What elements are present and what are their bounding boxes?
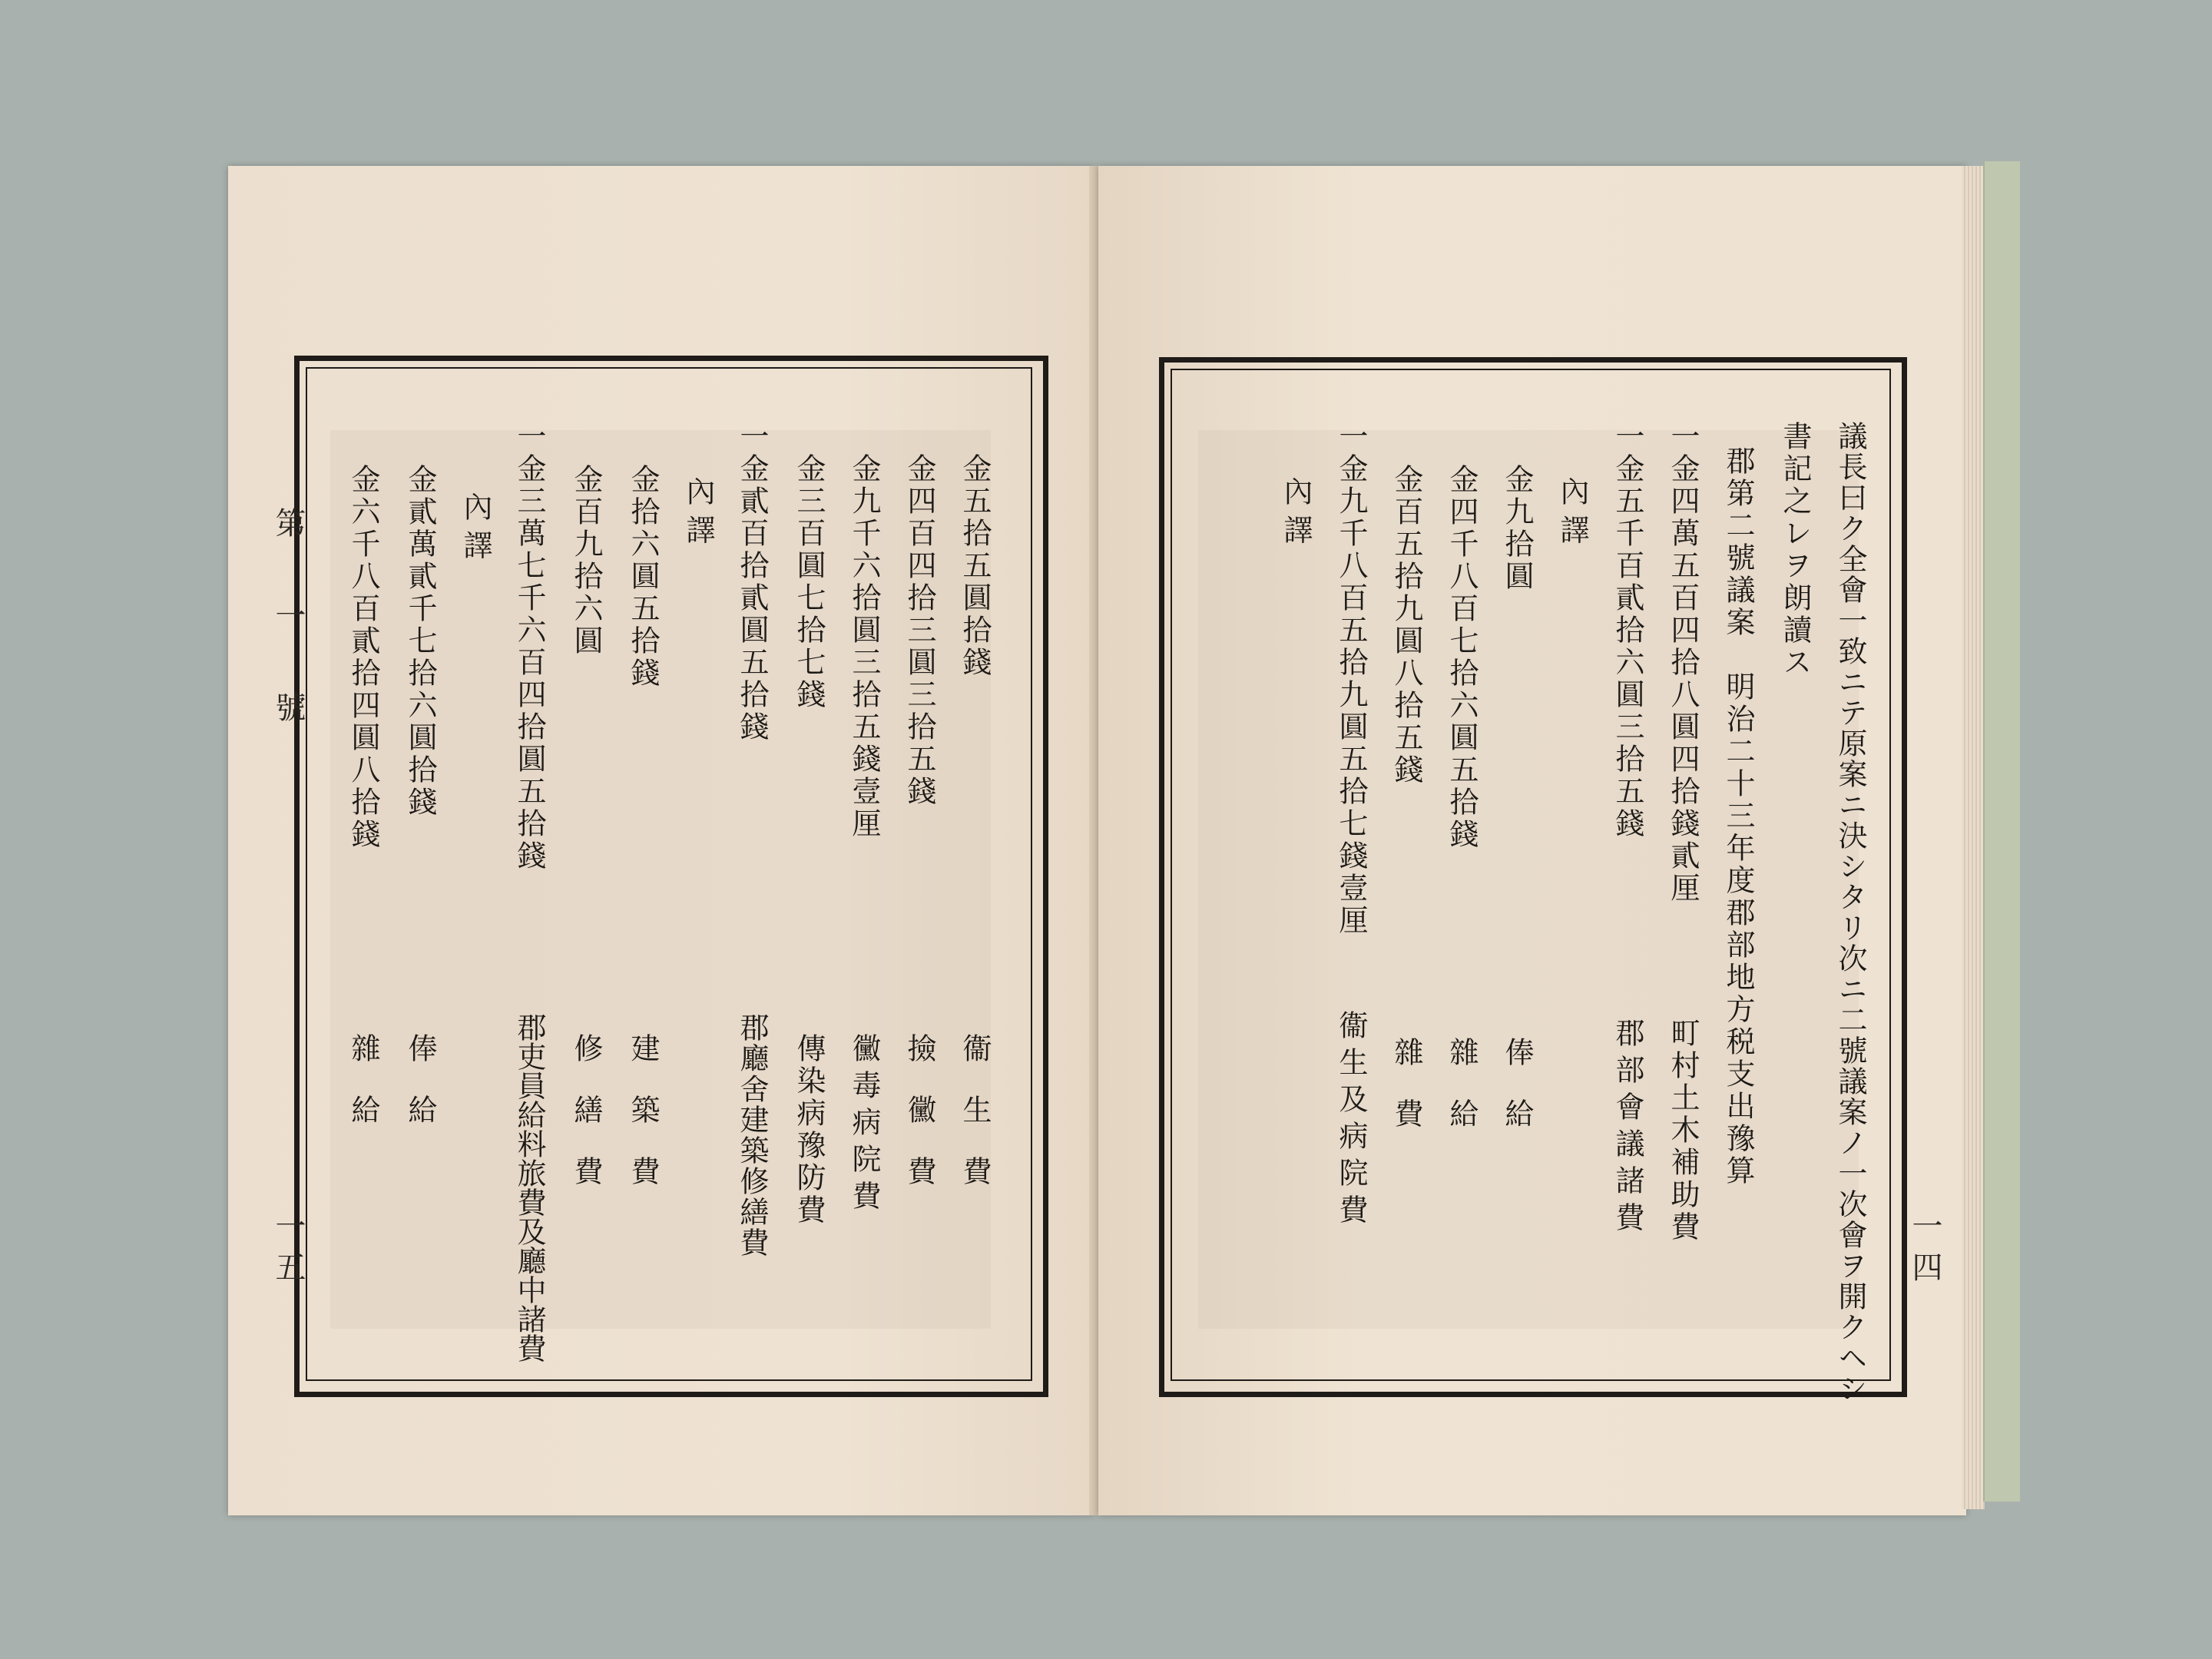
- left-col-12-amount: 金六千八百貳拾四圓八拾錢: [346, 464, 380, 851]
- right-page-number: 一四: [1907, 1210, 1942, 1293]
- right-col-11-label: 內譯: [1279, 476, 1313, 553]
- left-page-number: 一五: [270, 1210, 306, 1293]
- left-col-9-amount: 一金三萬七千六百四拾圓五拾錢: [512, 421, 546, 873]
- right-col-5-amount: 一金五千百貳拾六圓三拾五錢: [1611, 421, 1644, 840]
- left-col-10-label: 內譯: [459, 492, 492, 568]
- left-col-4-item: 傳染病豫防費: [792, 1033, 826, 1227]
- left-col-6-label: 內譯: [681, 476, 715, 553]
- book-cover-edge: [1983, 161, 2020, 1502]
- right-col-4-amount: 一金四萬五百四拾八圓四拾錢貳厘: [1666, 421, 1700, 905]
- right-col-7-item: 俸給: [1500, 1037, 1534, 1160]
- left-col-5-amount: 一金貳百拾貳圓五拾錢: [735, 421, 769, 743]
- right-col-1-text: 議長曰ク全會一致ニテ原案ニ決シタリ次ニ二號議案ノ一次會ヲ開クヘシ: [1833, 421, 1867, 1404]
- left-col-1-amount: 金五拾五圓拾錢: [958, 453, 992, 679]
- right-col-9-amount: 金百五拾九圓八拾五錢: [1389, 464, 1423, 786]
- right-col-3-text: 郡第二號議案 明治二十三年度郡部地方税支出豫算: [1721, 445, 1755, 1187]
- left-col-9-item: 郡吏員給料旅費及廳中諸費: [512, 1012, 546, 1363]
- right-col-6-label: 內譯: [1555, 476, 1589, 553]
- left-col-7-item: 建築費: [626, 1033, 660, 1217]
- left-col-8-item: 修繕費: [569, 1033, 603, 1217]
- left-col-4-amount: 金三百圓七拾七錢: [792, 453, 826, 711]
- left-col-11-item: 俸給: [403, 1033, 437, 1156]
- left-col-3-amount: 金九千六拾圓三拾五錢壹厘: [847, 453, 881, 840]
- left-col-8-amount: 金百九拾六圓: [569, 464, 603, 657]
- left-col-12-item: 雜給: [346, 1033, 380, 1156]
- left-margin-label: 第一號: [270, 507, 306, 783]
- left-col-2-amount: 金四百四拾三圓三拾五錢: [902, 453, 936, 808]
- right-col-5-item: 郡部會議諸費: [1611, 1018, 1644, 1239]
- page-edges: [1962, 166, 1985, 1509]
- left-col-2-item: 撿黴費: [902, 1033, 936, 1217]
- right-col-10-item: 衞生及病院費: [1334, 1010, 1368, 1231]
- right-col-8-item: 雜給: [1445, 1037, 1479, 1160]
- right-col-10-amount: 一金九千八百五拾九圓五拾七錢壹厘: [1334, 421, 1368, 937]
- right-col-7-amount: 金九拾圓: [1500, 464, 1534, 593]
- left-col-1-item: 衞生費: [958, 1033, 992, 1217]
- left-col-11-amount: 金貳萬貳千七拾六圓拾錢: [403, 464, 437, 819]
- left-col-7-amount: 金拾六圓五拾錢: [626, 464, 660, 690]
- right-col-8-amount: 金四千八百七拾六圓五拾錢: [1445, 464, 1479, 851]
- right-col-2-text: 書記之レヲ朗讀ス: [1778, 421, 1812, 679]
- right-col-9-item: 雜費: [1389, 1037, 1423, 1160]
- right-col-4-item: 町村土木補助費: [1666, 1018, 1700, 1243]
- left-col-3-item: 黴毒病院費: [847, 1033, 881, 1217]
- left-col-5-item: 郡廳舍建築修繕費: [735, 1012, 769, 1258]
